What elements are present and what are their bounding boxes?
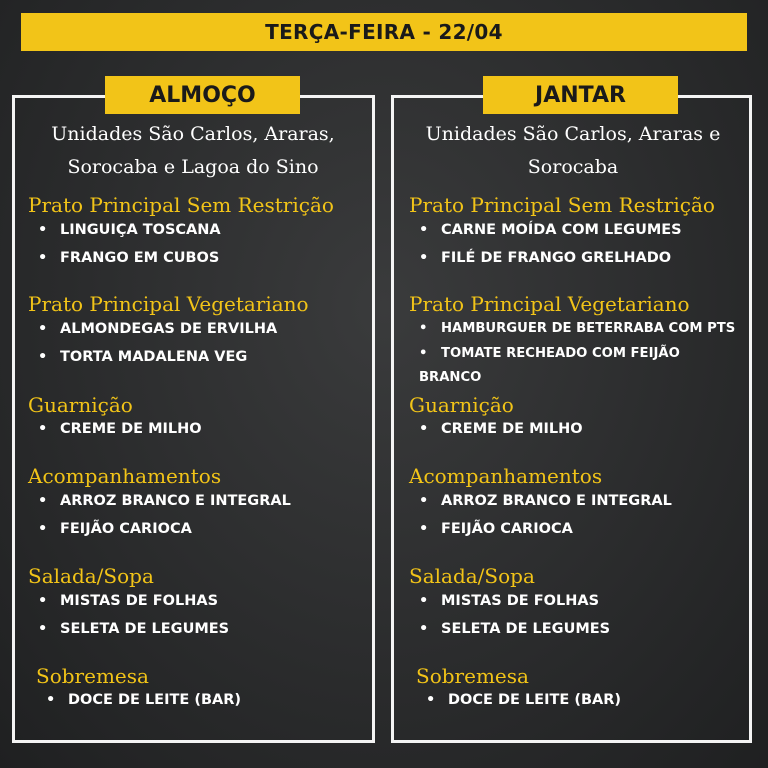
list-item <box>38 420 202 438</box>
bullet-icon: • <box>38 421 48 437</box>
dinner-units-line-2: Sorocaba <box>527 156 619 178</box>
dinner-principal-title: Prato Principal Sem Restrição <box>409 193 715 217</box>
list-item-text: LINGUIÇA TOSCANA <box>60 222 221 238</box>
list-item-text: DOCE DE LEITE (BAR) <box>68 692 242 708</box>
bullet-icon: • <box>419 346 428 361</box>
lunch-dessert-title: Sobremesa <box>36 664 149 688</box>
bullet-icon: • <box>419 621 429 637</box>
list-item-text: TORTA MADALENA VEG <box>60 349 248 365</box>
list-item <box>38 221 221 239</box>
bullet-icon: • <box>38 493 48 509</box>
list-item <box>38 492 291 510</box>
list-item <box>46 691 241 709</box>
list-item-text: SELETA DE LEGUMES <box>441 621 611 637</box>
list-item-text: CREME DE MILHO <box>60 421 202 437</box>
list-item-text: FILÉ DE FRANGO GRELHADO <box>441 250 672 266</box>
list-item-text: ALMONDEGAS DE ERVILHA <box>60 321 278 337</box>
list-item <box>419 221 682 239</box>
bullet-icon: • <box>38 250 48 266</box>
dinner-veg-title: Prato Principal Vegetariano <box>409 292 690 316</box>
list-item-text: DOCE DE LEITE (BAR) <box>448 692 622 708</box>
page-title: TERÇA-FEIRA - 22/04 <box>21 13 747 51</box>
bullet-icon: • <box>38 321 48 337</box>
bullet-icon: • <box>419 493 429 509</box>
lunch-principal-title: Prato Principal Sem Restrição <box>28 193 334 217</box>
bullet-icon: • <box>46 692 56 708</box>
list-item-text: TOMATE RECHEADO COM FEIJÃO BRANCO <box>419 346 680 385</box>
list-item <box>38 592 218 610</box>
list-item-text: CREME DE MILHO <box>441 421 583 437</box>
list-item-text: FRANGO EM CUBOS <box>60 250 220 266</box>
bullet-icon: • <box>38 349 48 365</box>
dinner-label: JANTAR <box>483 76 678 114</box>
bullet-icon: • <box>38 593 48 609</box>
bullet-icon: • <box>419 593 429 609</box>
lunch-units-line-2: Sorocaba e Lagoa do Sino <box>67 156 319 178</box>
lunch-sides-title: Acompanhamentos <box>28 464 222 488</box>
bullet-icon: • <box>419 222 429 238</box>
dinner-dessert-title: Sobremesa <box>416 664 529 688</box>
dinner-units <box>398 118 748 184</box>
list-item <box>38 520 192 538</box>
dinner-salad-title: Salada/Sopa <box>409 564 535 588</box>
bullet-icon: • <box>426 692 436 708</box>
list-item <box>38 620 229 638</box>
dinner-sides-title: Acompanhamentos <box>409 464 603 488</box>
lunch-garnish-title: Guarnição <box>28 393 133 417</box>
list-item <box>419 420 583 438</box>
bullet-icon: • <box>38 521 48 537</box>
lunch-veg-title: Prato Principal Vegetariano <box>28 292 309 316</box>
lunch-units-line-1: Unidades São Carlos, Araras, <box>51 123 335 145</box>
dinner-units-line-1: Unidades São Carlos, Araras e <box>425 123 721 145</box>
list-item <box>426 691 621 709</box>
list-item <box>419 342 719 390</box>
lunch-salad-title: Salada/Sopa <box>28 564 154 588</box>
bullet-icon: • <box>419 321 428 336</box>
dinner-garnish-title: Guarnição <box>409 393 514 417</box>
list-item <box>419 249 671 267</box>
list-item-text: FEIJÃO CARIOCA <box>441 521 573 537</box>
list-item-text: SELETA DE LEGUMES <box>60 621 230 637</box>
list-item <box>38 320 277 338</box>
list-item <box>419 620 610 638</box>
lunch-label: ALMOÇO <box>105 76 300 114</box>
list-item-text: FEIJÃO CARIOCA <box>60 521 192 537</box>
list-item <box>38 348 247 366</box>
list-item <box>419 520 573 538</box>
bullet-icon: • <box>419 521 429 537</box>
bullet-icon: • <box>38 621 48 637</box>
list-item <box>419 492 672 510</box>
list-item <box>419 320 735 338</box>
list-item-text: MISTAS DE FOLHAS <box>441 593 600 609</box>
list-item-text: ARROZ BRANCO E INTEGRAL <box>60 493 291 509</box>
list-item-text: HAMBURGUER DE BETERRABA COM PTS <box>441 321 736 336</box>
bullet-icon: • <box>419 421 429 437</box>
bullet-icon: • <box>38 222 48 238</box>
lunch-units <box>18 118 368 184</box>
list-item <box>38 249 219 267</box>
list-item-text: MISTAS DE FOLHAS <box>60 593 219 609</box>
list-item-text: ARROZ BRANCO E INTEGRAL <box>441 493 672 509</box>
bullet-icon: • <box>419 250 429 266</box>
list-item <box>419 592 599 610</box>
list-item-text: CARNE MOÍDA COM LEGUMES <box>441 222 682 238</box>
